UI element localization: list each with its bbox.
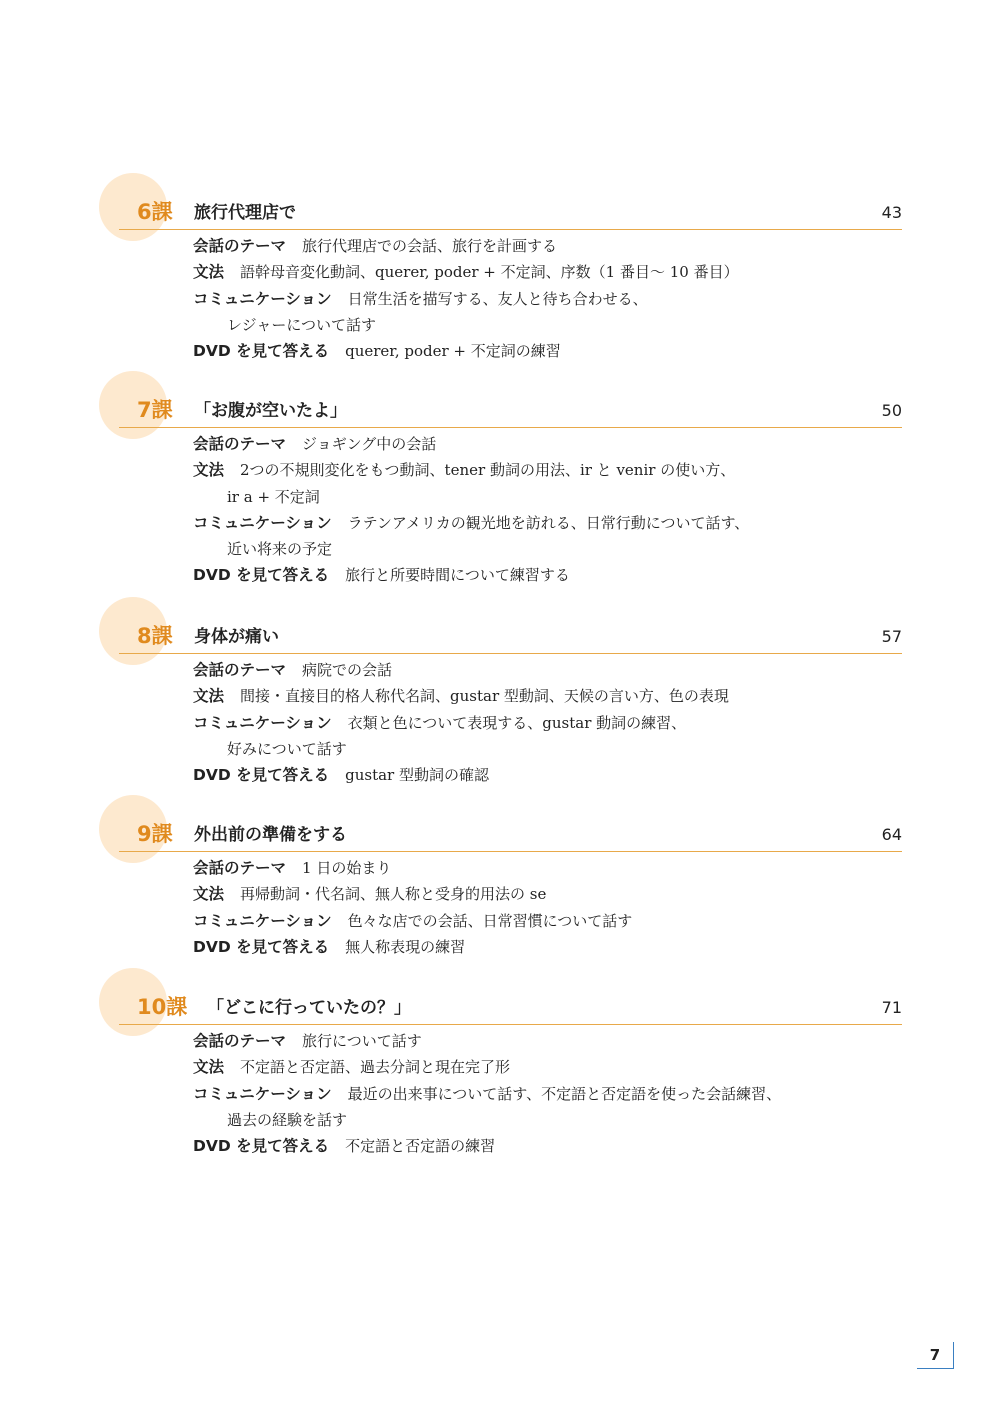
item-text: 1 日の始まり [302,859,392,877]
item-label: 文法 [193,1058,225,1077]
item-label: 会話のテーマ [193,435,287,453]
item-text: 語幹母音変化動詞、querer, poder + 不定詞、序数（1 番目～ 10 番目） [240,263,739,282]
item-label: コミュニケーション [193,911,332,930]
item-label: 文法 [193,687,225,706]
lesson-item-line [193,1081,781,1107]
lesson-items [193,855,632,960]
item-text: 無人称表現の練習 [345,937,466,956]
item-text: 再帰動詞・代名詞、無人称と受身的用法の se [240,885,547,904]
page-number: 7 [917,1342,954,1369]
lesson-item-line [193,286,739,312]
item-text: ラテンアメリカの観光地を訪れる、日常行動について話す、 [347,513,750,532]
item-text: 日常生活を描写する、友人と待ち合わせる、 [347,289,648,308]
item-text: 病院での会話 [302,661,393,679]
lesson-item-line [193,536,749,562]
lesson-header [119,197,902,230]
item-label: DVD を見て答える [193,566,330,585]
lesson-item-line [193,736,729,762]
lesson-item-line [193,908,632,934]
item-text: 旅行について話す [302,1032,422,1050]
lesson-item-line [193,312,739,338]
item-label: 文法 [193,461,225,480]
item-text: レジャーについて話す [227,315,377,334]
lesson-item-line [193,338,739,364]
lesson-header [119,992,902,1025]
item-label: 会話のテーマ [193,859,287,877]
item-text: 近い将来の予定 [227,540,333,559]
item-label: コミュニケーション [193,1084,332,1103]
lesson-items [193,657,729,788]
item-label: DVD を見て答える [193,937,330,956]
item-label: コミュニケーション [193,713,332,732]
lesson-items [193,431,749,589]
lesson-item-line [193,683,729,709]
item-text: 衣類と色について表現する、gustar 動詞の練習、 [347,713,687,732]
item-text: 不定語と否定語の練習 [345,1137,496,1156]
item-text: 最近の出来事について話す、不定語と否定語を使った会話練習、 [347,1084,782,1103]
lesson-item-line [193,1133,781,1159]
item-label: DVD を見て答える [193,1137,330,1156]
lesson-page-number: 57 [881,627,902,646]
lesson-item-line [193,562,749,588]
item-text: 過去の経験を話す [227,1110,348,1129]
lesson-item-line [193,1054,781,1080]
item-text: 旅行代理店での会話、旅行を計画する [302,237,558,255]
lesson-item-line [193,484,749,510]
lesson-item-line [193,457,749,483]
lesson-page-number: 43 [881,203,902,222]
lesson-header [119,621,902,654]
lesson-title: 「お腹が空いたよ」 [194,401,347,421]
lesson-item-line [193,1028,781,1054]
item-text: 旅行と所要時間について練習する [345,566,570,585]
lesson-items [193,1028,781,1159]
item-text: 好みについて話す [227,739,347,758]
lesson-item-line [193,431,749,457]
lesson-page-number: 71 [881,998,902,1017]
item-text: 2つの不規則変化をもつ動詞、tener 動詞の用法、ir と venir の使い方、 [240,461,736,480]
lesson-items [193,233,739,364]
item-label: 文法 [193,263,225,282]
lesson-item-line [193,881,632,907]
lesson-item-line [193,1107,781,1133]
lesson-item-line [193,855,632,881]
item-label: DVD を見て答える [193,342,330,361]
lesson-number: 6課 [137,200,173,224]
item-label: 会話のテーマ [193,1032,287,1050]
item-text: ir a + 不定詞 [227,487,320,506]
lesson-number: 9課 [137,822,173,846]
lesson-page-number: 64 [881,825,902,844]
item-text: 色々な店での会話、日常習慣について話す [347,911,633,930]
item-text: gustar 型動詞の確認 [345,766,489,785]
lesson-header [119,819,902,852]
lesson-item-line [193,233,739,259]
lesson-item-line [193,510,749,536]
lesson-title: 外出前の準備をする [194,825,347,845]
item-text: querer, poder + 不定詞の練習 [345,342,561,361]
item-text: 不定語と否定語、過去分詞と現在完了形 [240,1058,511,1077]
lesson-number: 7課 [137,398,173,422]
item-text: ジョギング中の会話 [302,435,437,453]
lesson-item-line [193,762,729,788]
lesson-number: 8課 [137,624,173,648]
lesson-item-line [193,657,729,683]
item-text: 間接・直接目的格人称代名詞、gustar 型動詞、天候の言い方、色の表現 [240,687,729,706]
lesson-item-line [193,710,729,736]
lesson-item-line [193,259,739,285]
lesson-title: 旅行代理店で [194,203,296,223]
item-label: 会話のテーマ [193,237,287,255]
item-label: 文法 [193,885,225,904]
item-label: DVD を見て答える [193,766,330,785]
lesson-item-line [193,934,632,960]
lesson-header [119,395,902,428]
item-label: 会話のテーマ [193,661,287,679]
item-label: コミュニケーション [193,289,332,308]
item-label: コミュニケーション [193,513,332,532]
lesson-title: 身体が痛い [194,627,279,647]
lesson-page-number: 50 [881,401,902,420]
lesson-title: 「どこに行っていたの？」 [207,998,411,1018]
lesson-number: 10課 [137,995,188,1019]
